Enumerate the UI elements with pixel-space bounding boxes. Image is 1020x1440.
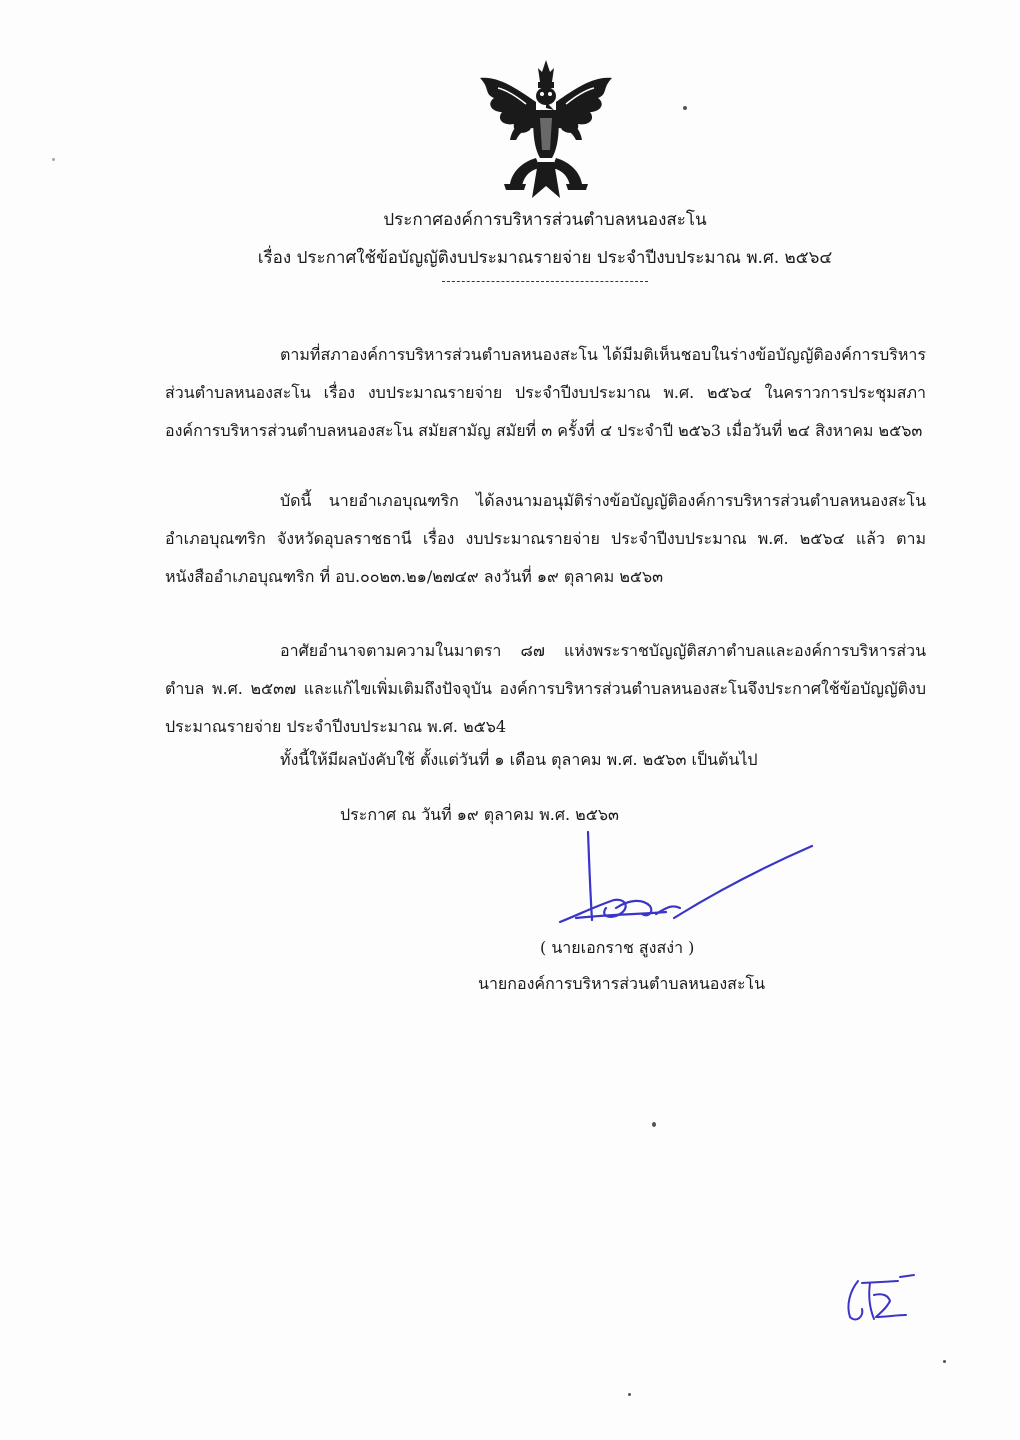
- effective-date-line: ทั้งนี้ให้มีผลบังคับใช้ ตั้งแต่วันที่ ๑ เดือน ตุลาคม พ.ศ. ๒๕๖๓ เป็นต้นไป: [280, 750, 758, 769]
- scan-speck: [628, 1393, 631, 1396]
- paragraph-council-approval: ตามที่สภาองค์การบริหารส่วนตำบลหนองสะโน ได้มีมติเห็นชอบในร่างข้อบัญญัติองค์การบริหารส่วนตำบลหนองสะโน เรื่อง งบประมาณรายจ่าย ประจำปีงบประมาณ พ.ศ. ๒๕๖๔ ในคราวการประชุมสภาองค์การบริหารส่วนตำบลหนองสะโน สมัยสามัญ สมัยที่ ๓ ครั้งที่ ๔ ประจำปี ๒๕๖3 เมื่อวันที่ ๒๔ สิงหาคม ๒๕๖๓: [165, 345, 926, 440]
- header-divider: [442, 281, 648, 282]
- handwritten-signature: [556, 828, 816, 928]
- signer-name: ( นายเอกราช สูงสง่า ): [540, 938, 695, 957]
- announcement-date-line: ประกาศ ณ วันที่ ๑๙ ตุลาคม พ.ศ. ๒๕๖๓: [340, 805, 619, 824]
- scan-speck: [683, 106, 687, 110]
- scan-speck: [652, 1122, 656, 1127]
- garuda-emblem-icon: [476, 58, 616, 200]
- announcement-title: ประกาศองค์การบริหารส่วนตำบลหนองสะโน: [383, 210, 707, 230]
- paragraph-legal-authority: อาศัยอำนาจตามความในมาตรา ๘๗ แห่งพระราชบัญญัติสภาตำบลและองค์การบริหารส่วนตำบล พ.ศ. ๒๕๓๗ และแก้ไขเพิ่มเติมถึงปัจจุบัน องค์การบริหารส่วนตำบลหนองสะโนจึงประกาศใช้ข้อบัญญัติงบประมาณรายจ่าย ประจำปีงบประมาณ พ.ศ. ๒๕๖4: [165, 641, 926, 736]
- scan-speck: [52, 158, 55, 161]
- announcement-subject: เรื่อง ประกาศใช้ข้อบัญญัติงบประมาณรายจ่าย ประจำปีงบประมาณ พ.ศ. ๒๕๖๔: [257, 248, 833, 268]
- scan-speck: [943, 1360, 946, 1363]
- signer-position: นายกองค์การบริหารส่วนตำบลหนองสะโน: [478, 974, 766, 993]
- paragraph-district-approval: บัดนี้ นายอำเภอบุณฑริก ได้ลงนามอนุมัติร่างข้อบัญญัติองค์การบริหารส่วนตำบลหนองสะโน อำเภอบุณฑริก จังหวัดอุบลราชธานี เรื่อง งบประมาณรายจ่าย ประจำปีงบประมาณ พ.ศ. ๒๕๖๔ แล้ว ตามหนังสืออำเภอบุณฑริก ที่ อบ.๐๐๒๓.๒๑/๒๗๔๙ ลงวันที่ ๑๙ ตุลาคม ๒๕๖๓: [165, 491, 926, 586]
- initials-mark: [840, 1273, 920, 1325]
